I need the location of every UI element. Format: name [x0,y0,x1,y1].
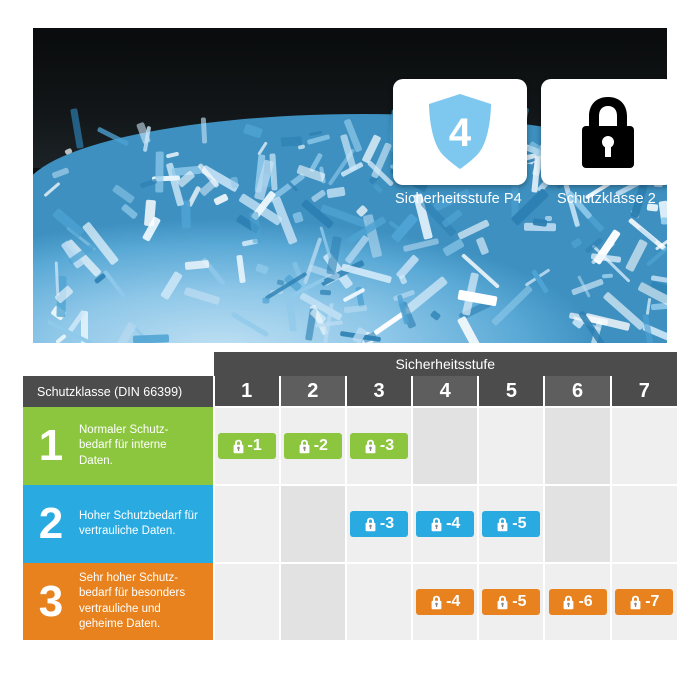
column-header-5: 5 [478,376,544,407]
rating-chip-label: -5 [512,593,527,610]
row-number: 1 [38,421,64,470]
table-header-row-columns [23,376,677,407]
row-description: Normaler Schutz- bedarf für interne Daten. [79,424,169,467]
rating-chip [482,511,540,537]
matrix-cell-empty [214,485,280,563]
rating-chip [549,589,607,615]
shield-icon [425,91,495,173]
banner-top-shade [33,28,667,70]
row-number: 3 [38,576,64,626]
matrix-cell-filled [611,563,677,640]
rating-chip-label: -7 [645,593,660,610]
column-header-1: 1 [214,376,280,407]
din-66399-table [23,352,677,670]
table-row [23,407,677,485]
rating-chip [482,589,540,615]
lock-chip-icon [629,595,642,610]
protection-class-matrix [23,352,677,640]
column-header-7: 7 [611,376,677,407]
rating-chip-label: -6 [578,593,593,610]
table-row [23,485,677,563]
lock-chip-icon [232,439,245,454]
rating-chip-label: -2 [313,437,328,454]
rating-chip [416,511,474,537]
row-description: Hoher Schutzbedarf für vertrauliche Daten. [79,509,198,537]
rating-chip [218,433,276,459]
matrix-cell-filled [412,563,478,640]
row-label-2 [23,485,214,563]
lock-chip-icon [364,439,377,454]
row-number: 2 [38,499,64,548]
security-level-number: 4 [448,111,472,155]
matrix-cell-empty [544,407,610,485]
table-row [23,563,677,640]
column-header-6: 6 [544,376,610,407]
matrix-cell-filled [346,485,412,563]
lock-chip-icon [496,517,509,532]
rating-chip [350,511,408,537]
lock-chip-icon [496,595,509,610]
protection-class-header: Schutzklasse (DIN 66399) [23,376,214,407]
rating-chip-label: -3 [379,437,395,454]
rating-chip-label: -4 [446,515,461,532]
security-level-caption: Sicherheitsstufe P4 [395,191,522,207]
matrix-cell-filled [346,407,412,485]
matrix-cell-empty [544,485,610,563]
table-header-row-title [23,352,677,376]
rating-chip-label: -1 [247,437,262,454]
padlock-icon [573,91,643,173]
matrix-cell-empty [611,407,677,485]
matrix-cell-empty [280,485,346,563]
column-header-3: 3 [346,376,412,407]
row-label-1 [23,407,214,485]
matrix-cell-empty [412,407,478,485]
rating-chip [284,433,342,459]
shredded-paper-banner [33,28,667,343]
column-header-2: 2 [280,376,346,407]
rating-chip [416,589,474,615]
matrix-cell-empty [280,563,346,640]
matrix-cell-filled [478,563,544,640]
lock-chip-icon [430,595,443,610]
rating-chip-label: -5 [512,515,527,532]
rating-chip-label: -3 [379,515,395,532]
rating-chip-label: -4 [446,593,461,610]
rating-chip [350,433,408,459]
security-level-header: Sicherheitsstufe [214,352,677,376]
matrix-cell-filled [412,485,478,563]
matrix-cell-empty [611,485,677,563]
matrix-cell-empty [214,563,280,640]
lock-chip-icon [562,595,575,610]
protection-class-caption: Schutzklasse 2 [557,191,656,207]
matrix-cell-filled [214,407,280,485]
matrix-cell-empty [346,563,412,640]
matrix-cell-filled [544,563,610,640]
security-level-badge-card [393,79,527,185]
matrix-cell-filled [280,407,346,485]
matrix-cell-filled [478,485,544,563]
row-description: Sehr hoher Schutz- bedarf für besonders vertrauliche und geheime Daten. [79,572,186,630]
protection-class-badge-card [541,79,667,185]
lock-chip-icon [430,517,443,532]
corner-blank [23,352,214,376]
lock-chip-icon [298,439,311,454]
matrix-cell-empty [478,407,544,485]
rating-chip [615,589,673,615]
row-label-3 [23,563,214,640]
table-body [23,407,677,640]
column-header-4: 4 [412,376,478,407]
lock-chip-icon [364,517,377,532]
